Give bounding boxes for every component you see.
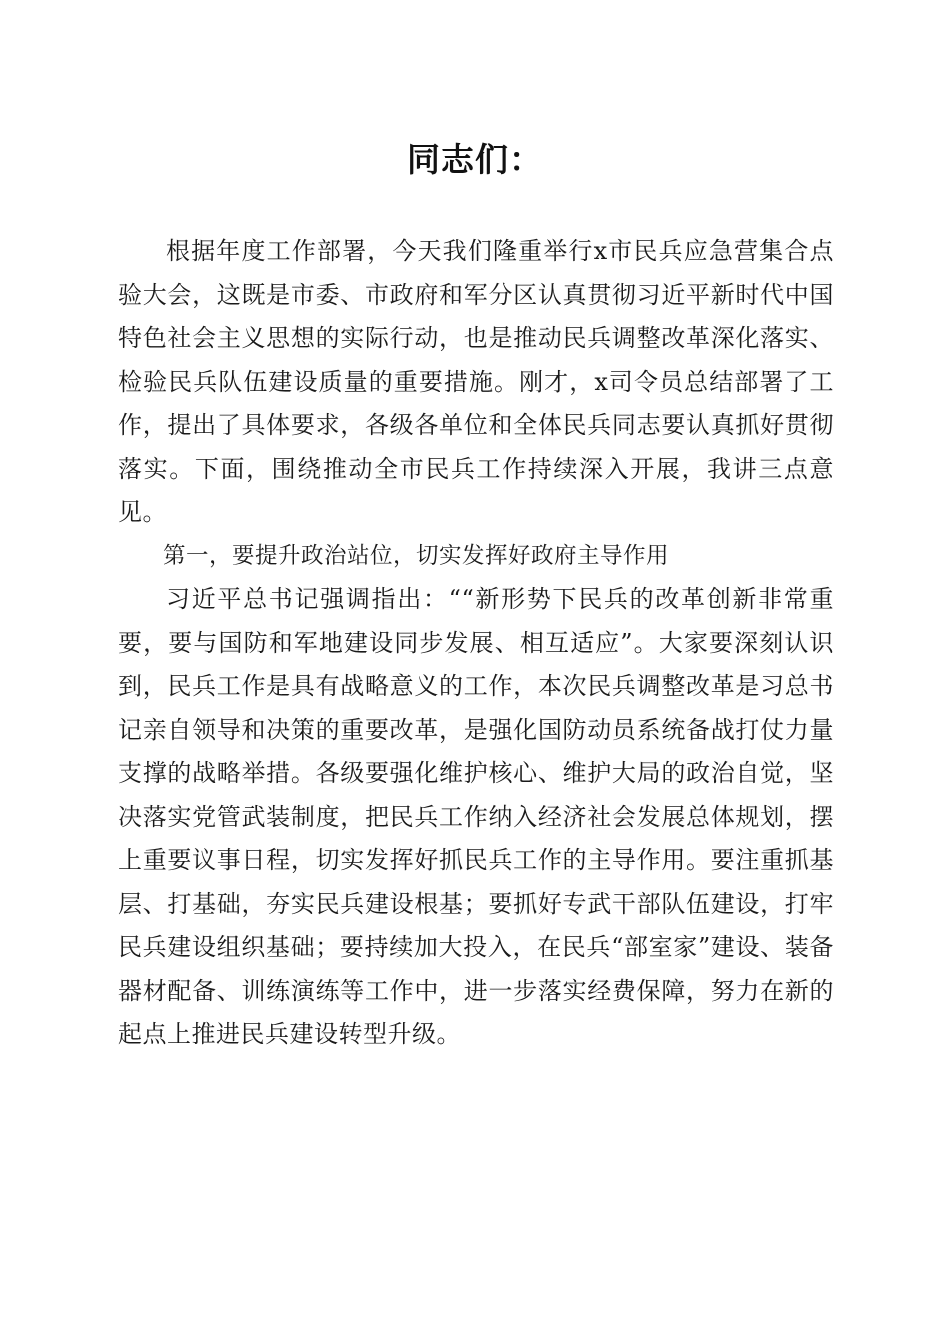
- section-heading-first: 第一，要提升政治站位，切实发挥好政府主导作用: [163, 542, 670, 569]
- document-body: [118, 230, 834, 1057]
- paragraph-intro: 根据年度工作部署，今天我们隆重举行x市民兵应急营集合点验大会，这既是市委、市政府和军分区认真贯彻习近平新时代中国特色社会主义思想的实际行动，也是推动民兵调整改革深化落实、检验民兵队伍建设质量的重要措施。刚才，x司令员总结部署了工作，提出了具体要求，各级各单位和全体民兵同志要认真抓好贯彻落实。下面，围绕推动全市民兵工作持续深入开展，我讲三点意见。: [118, 237, 834, 526]
- paragraph-section-one: 习近平总书记强调指出：““新形势下民兵的改革创新非常重要，要与国防和军地建设同步发展、相互适应”。大家要深刻认识到，民兵工作是具有战略意义的工作，本次民兵调整改革是习总书记亲自领导和决策的重要改革，是强化国防动员系统备战打仗力量支撑的战略举措。各级要强化维护核心、维护大局的政治自觉，坚决落实党管武装制度，把民兵工作纳入经济社会发展总体规划，摆上重要议事日程，切实发挥好抓民兵工作的主导作用。要注重抓基层、打基础，夯实民兵建设根基；要抓好专武干部队伍建设，打牢民兵建设组织基础；要持续加大投入，在民兵“部室家”建设、装备器材配备、训练演练等工作中，进一步落实经费保障，努力在新的起点上推进民兵建设转型升级。: [118, 585, 834, 1048]
- page-title: 同志们：: [407, 140, 543, 179]
